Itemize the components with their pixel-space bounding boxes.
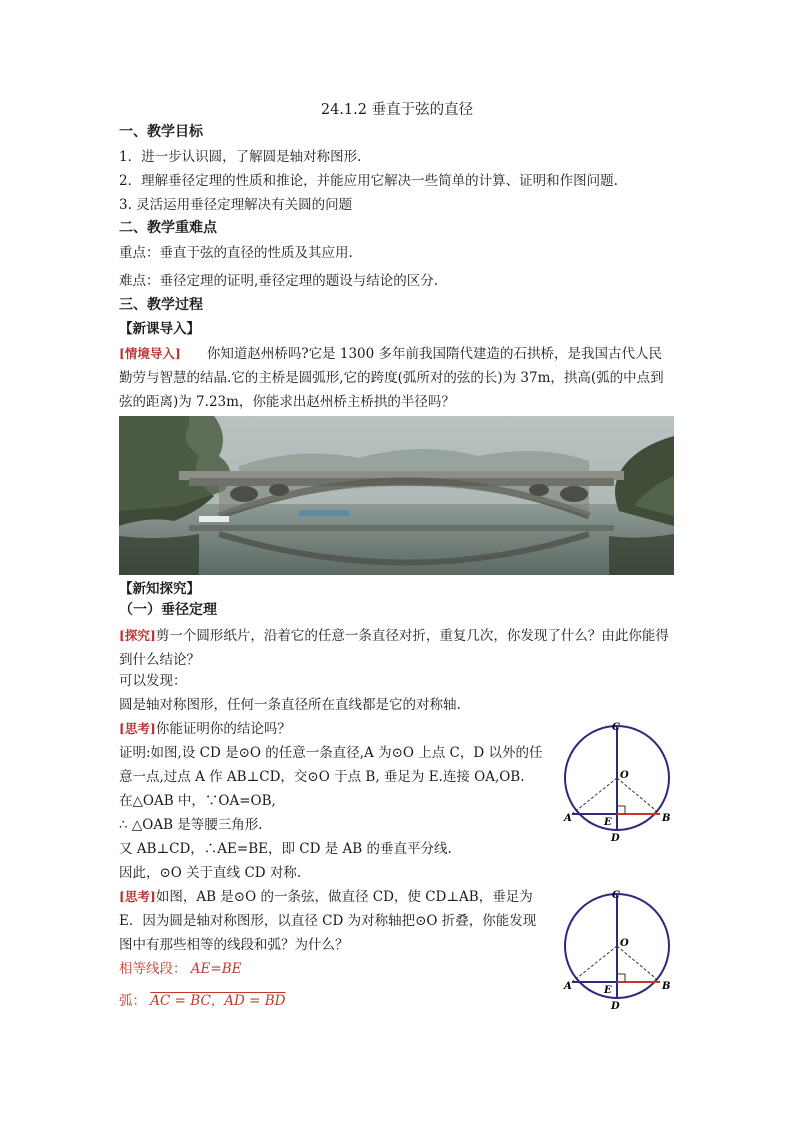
- arcs-label: 弧：: [119, 993, 146, 1009]
- goal-item-2: 2．理解垂径定理的性质和推论，并能应用它解决一些简单的计算、证明和作图问题.: [119, 173, 618, 189]
- label-b: B: [662, 981, 671, 992]
- think1-text: 你能证明你的结论吗？: [155, 721, 291, 737]
- found-label: 可以发现：: [119, 673, 187, 689]
- right-angle-mark: [617, 806, 625, 814]
- page-title: 24.1.2 垂直于弦的直径: [320, 102, 474, 118]
- think2-line-1: [119, 888, 533, 906]
- arcs-line: [119, 992, 285, 1010]
- think2-line-2: E．因为圆是轴对称图形，以直径 CD 为对称轴把⊙O 折叠，你能发现: [119, 913, 537, 929]
- label-a: A: [564, 813, 572, 824]
- explore-paragraph: [119, 624, 674, 672]
- label-a: A: [564, 981, 572, 992]
- section-heading-goals: 一、教学目标: [119, 124, 203, 140]
- explore-text: 剪一个圆形纸片，沿着它的任意一条直径对折，重复几次，你发现了什么？由此你能得到什么结论？: [119, 628, 669, 668]
- new-lesson-heading: 【新课导入】: [119, 321, 200, 337]
- segment-oa: [572, 778, 617, 814]
- goal-item-1: 1．进一步认识圆，了解圆是轴对称图形.: [119, 149, 362, 165]
- label-c: C: [612, 890, 620, 901]
- think2-text-1: 如图，AB 是⊙O 的一条弦，做直径 CD，使 CD⊥AB，垂足为: [155, 889, 533, 905]
- think1-line: [119, 720, 291, 738]
- segment-ob: [617, 946, 660, 982]
- subsection-heading-theorem: （一）垂径定理: [119, 602, 217, 618]
- circle-figure-1: [560, 718, 680, 846]
- right-angle-mark: [617, 974, 625, 982]
- zhaozhou-bridge-photo: [119, 416, 674, 575]
- new-knowledge-heading: 【新知探究】: [119, 581, 200, 597]
- segment-ob: [617, 778, 660, 814]
- equal-segments-value: AE=BE: [190, 961, 242, 977]
- goal-item-3: 3. 灵活运用垂径定理解决有关圆的问题: [119, 197, 353, 213]
- difficulty-text: 难点：垂径定理的证明,垂径定理的题设与结论的区分.: [119, 273, 439, 289]
- proof-line-6: 因此，⊙O 关于直线 CD 对称.: [119, 865, 302, 881]
- equal-segments-line: [119, 960, 242, 978]
- think2-line-3: 图中有那些相等的线段和弧？为什么？: [119, 937, 349, 953]
- section-heading-process: 三、教学过程: [119, 297, 203, 313]
- proof-line-3: 在△OAB 中，∵OA=OB,: [119, 793, 276, 809]
- label-c: C: [612, 722, 620, 733]
- key-point-text: 重点：垂直于弦的直径的性质及其应用.: [119, 245, 353, 261]
- label-d: D: [611, 833, 620, 844]
- scenario-text: 你知道赵州桥吗?它是 1300 多年前我国隋代建造的石拱桥，是我国古代人民勤劳与智慧的结晶.它的主桥是圆弧形,它的跨度(弧所对的弦的长)为 37m，拱高(弧的中点到弦的距离)为 7.23m，你能求出赵州桥主桥拱的半径吗？: [119, 346, 664, 410]
- explore-tag: [探究]: [119, 628, 156, 643]
- found-text: 圆是轴对称图形，任何一条直径所在直线都是它的对称轴.: [119, 697, 461, 713]
- circle-figure-2: [560, 886, 680, 1014]
- equal-segments-label: 相等线段：: [119, 961, 187, 977]
- label-o: O: [620, 770, 629, 781]
- segment-oa: [572, 946, 617, 982]
- label-e: E: [604, 985, 612, 996]
- proof-line-2: 意一点,过点 A 作 AB⊥CD，交⊙O 于点 B, 垂足为 E.连接 OA,OB.: [119, 769, 525, 785]
- think1-tag: [思考]: [119, 721, 156, 736]
- proof-line-4: ∴ △OAB 是等腰三角形.: [119, 817, 263, 833]
- think2-tag: [思考]: [119, 889, 156, 904]
- proof-line-5: 又 AB⊥CD，∴AE=BE，即 CD 是 AB 的垂直平分线.: [119, 841, 452, 857]
- label-o: O: [620, 938, 629, 949]
- section-heading-keypoints: 二、教学重难点: [119, 220, 217, 236]
- label-b: B: [662, 813, 671, 824]
- scenario-tag: [情境导入]: [119, 346, 181, 361]
- label-e: E: [604, 817, 612, 828]
- label-d: D: [611, 1001, 620, 1012]
- proof-line-1: 证明:如图,设 CD 是⊙O 的任意一条直径,A 为⊙O 上点 C，D 以外的任: [119, 745, 543, 761]
- scenario-intro-paragraph: [119, 342, 674, 414]
- arcs-value: AC = BC，AD = BD: [150, 993, 286, 1009]
